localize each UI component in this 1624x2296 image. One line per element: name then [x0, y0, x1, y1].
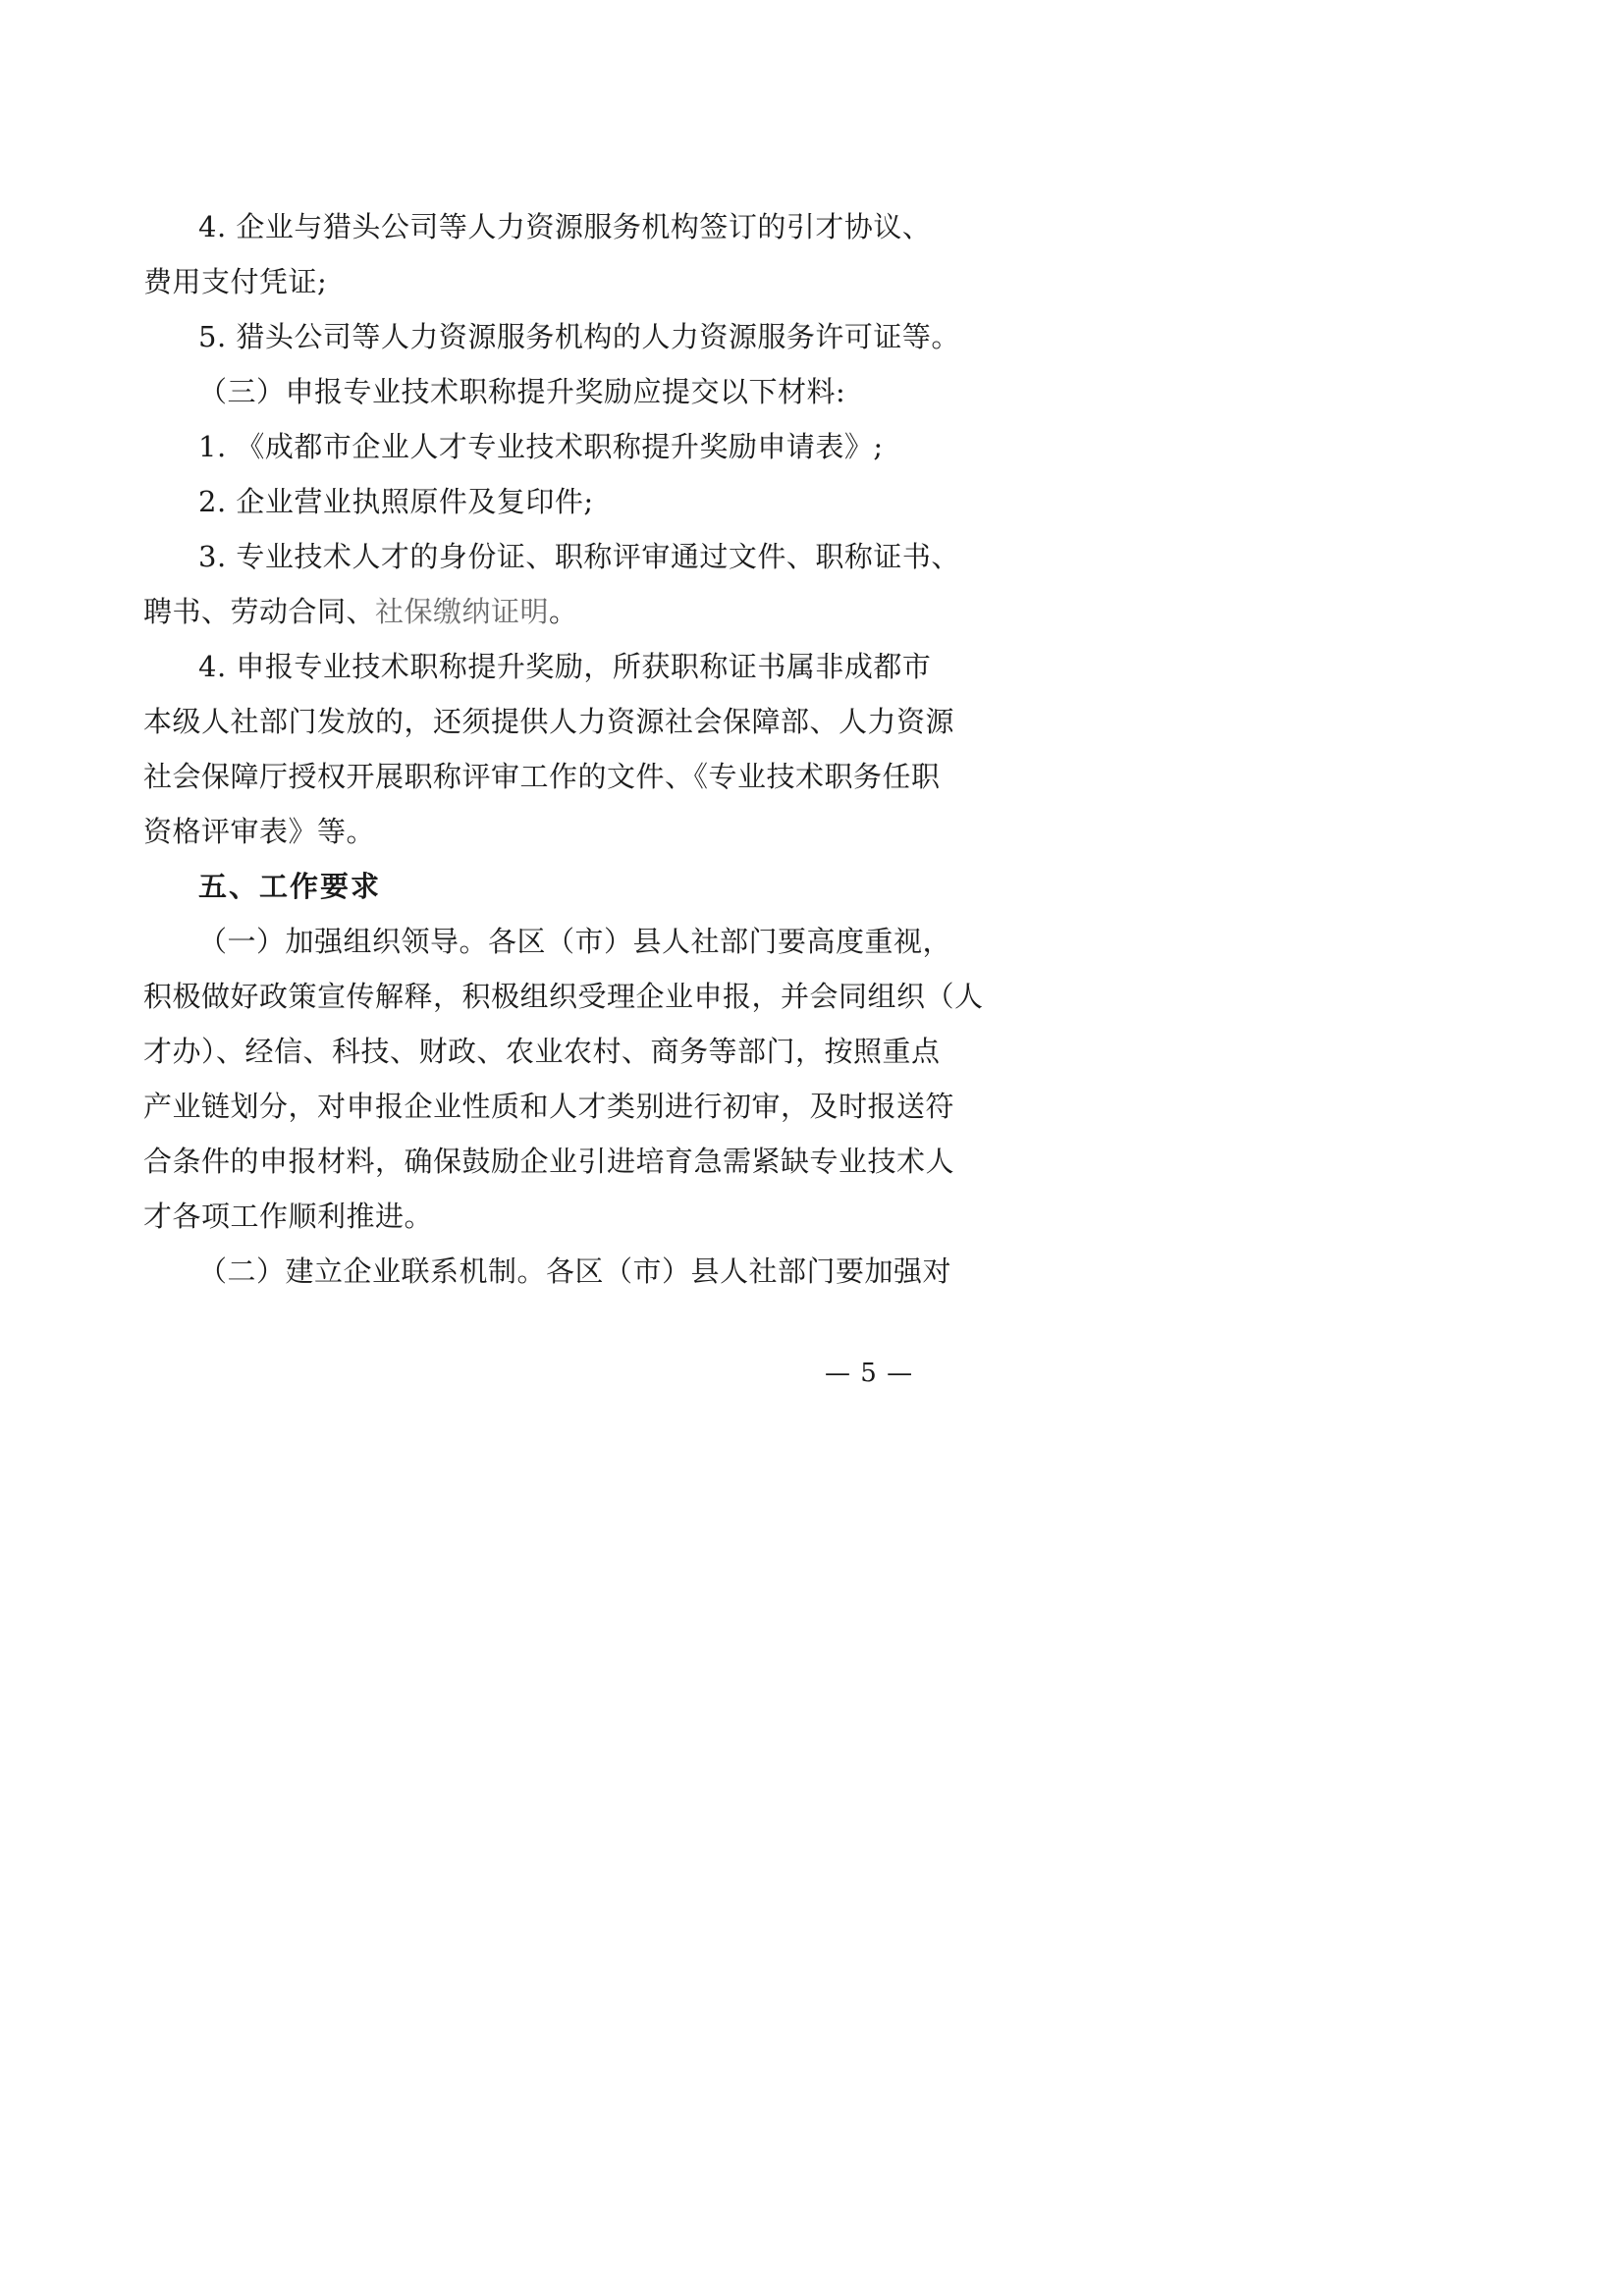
text-line: 5. 猎头公司等人力资源服务机构的人力资源服务许可证等。 — [198, 320, 960, 353]
text-segment-muted: 社保缴纳证明 — [375, 595, 550, 628]
text-line: 才办）、经信、科技、财政、农业农村、商务等部门，按照重点 — [143, 1035, 941, 1068]
text-line: 4. 申报专业技术职称提升奖励，所获职称证书属非成都市 — [198, 650, 932, 683]
text-line: 4. 企业与猎头公司等人力资源服务机构签订的引才协议、 — [198, 210, 932, 243]
document-page — [0, 0, 1082, 1530]
text-line: 费用支付凭证; — [143, 265, 328, 298]
text-line: 积极做好政策宣传解释，积极组织受理企业申报，并会同组织（人 — [143, 980, 984, 1013]
text-line: 社会保障厅授权开展职称评审工作的文件、《专业技术职务任职 — [143, 760, 941, 793]
text-line: （一）加强组织领导。各区（市）县人社部门要高度重视， — [198, 925, 952, 958]
text-line: 本级人社部门发放的，还须提供人力资源社会保障部、人力资源 — [143, 705, 955, 738]
text-line — [143, 592, 578, 631]
text-line: 合条件的申报材料，确保鼓励企业引进培育急需紧缺专业技术人 — [143, 1145, 955, 1178]
text-line: （二）建立企业联系机制。各区（市）县人社部门要加强对 — [198, 1255, 952, 1288]
text-segment: 。 — [549, 595, 578, 628]
text-line: 3. 专业技术人才的身份证、职称评审通过文件、职称证书、 — [198, 540, 960, 573]
text-line: 资格评审表》等。 — [143, 815, 376, 848]
text-line: 才各项工作顺利推进。 — [143, 1200, 434, 1233]
section-heading: 五、工作要求 — [198, 870, 382, 903]
text-line: 产业链划分，对申报企业性质和人才类别进行初审，及时报送符 — [143, 1090, 955, 1123]
text-segment: 聘书、劳动合同、 — [143, 595, 376, 628]
text-line: 2. 企业营业执照原件及复印件; — [198, 485, 594, 518]
section-subheading: （三）申报专业技术职称提升奖励应提交以下材料: — [198, 375, 846, 408]
text-line: 1. 《成都市企业人才专业技术职称提升奖励申请表》; — [198, 430, 884, 463]
page-number: — 5 — — [825, 1359, 914, 1388]
